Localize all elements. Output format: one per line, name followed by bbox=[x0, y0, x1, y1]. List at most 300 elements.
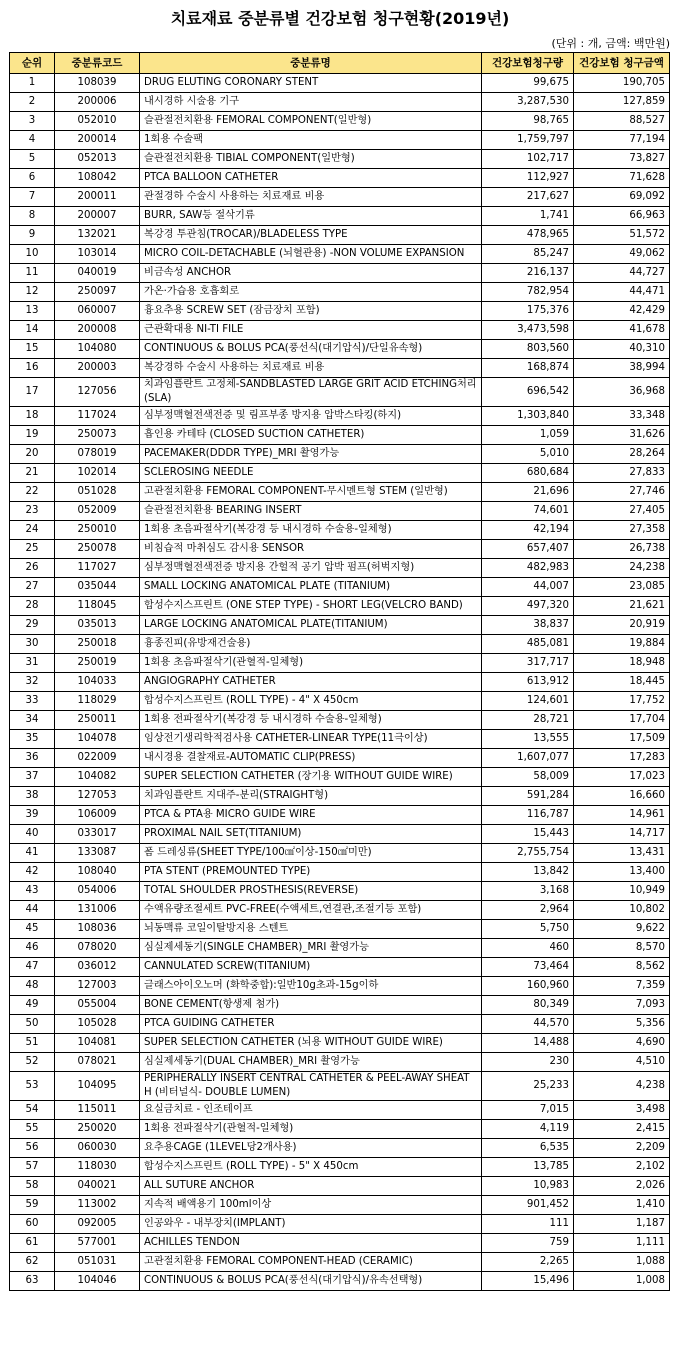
table-row bbox=[10, 939, 670, 958]
table-row bbox=[10, 578, 670, 597]
amount-cell: 38,994 bbox=[574, 359, 670, 378]
amount-cell: 19,884 bbox=[574, 635, 670, 654]
code-cell: 040019 bbox=[55, 264, 140, 283]
rank-cell: 27 bbox=[10, 578, 55, 597]
quantity-cell: 1,303,840 bbox=[482, 407, 574, 426]
name-cell: 심부정맥혈전색전증 및 림프부종 방지용 압박스타킹(하지) bbox=[140, 407, 482, 426]
code-cell: 200006 bbox=[55, 93, 140, 112]
name-cell: PTA STENT (PREMOUNTED TYPE) bbox=[140, 863, 482, 882]
code-cell: 118030 bbox=[55, 1158, 140, 1177]
name-cell: CONTINUOUS & BOLUS PCA(풍선식(대기압식)/단일유속형) bbox=[140, 340, 482, 359]
amount-cell: 10,949 bbox=[574, 882, 670, 901]
quantity-cell: 13,842 bbox=[482, 863, 574, 882]
name-cell: 고관절치환용 FEMORAL COMPONENT-HEAD (CERAMIC) bbox=[140, 1253, 482, 1272]
code-cell: 108042 bbox=[55, 169, 140, 188]
name-cell: 1회용 수술팩 bbox=[140, 131, 482, 150]
code-cell: 117027 bbox=[55, 559, 140, 578]
name-cell: 지속적 배액용기 100ml이상 bbox=[140, 1196, 482, 1215]
quantity-cell: 175,376 bbox=[482, 302, 574, 321]
table-row bbox=[10, 635, 670, 654]
code-cell: 577001 bbox=[55, 1234, 140, 1253]
name-cell: SMALL LOCKING ANATOMICAL PLATE (TITANIUM) bbox=[140, 578, 482, 597]
code-cell: 105028 bbox=[55, 1015, 140, 1034]
name-cell: 심실제세동기(SINGLE CHAMBER)_MRI 촬영가능 bbox=[140, 939, 482, 958]
table-row bbox=[10, 673, 670, 692]
quantity-cell: 73,464 bbox=[482, 958, 574, 977]
amount-cell: 4,690 bbox=[574, 1034, 670, 1053]
rank-cell: 49 bbox=[10, 996, 55, 1015]
quantity-cell: 5,010 bbox=[482, 445, 574, 464]
name-cell: 합성수지스프린트 (ROLL TYPE) - 5" X 450cm bbox=[140, 1158, 482, 1177]
quantity-cell: 696,542 bbox=[482, 378, 574, 407]
name-cell: 치과임플란트 고정체-SANDBLASTED LARGE GRIT ACID ETCHING처리(SLA) bbox=[140, 378, 482, 407]
quantity-cell: 782,954 bbox=[482, 283, 574, 302]
table-row bbox=[10, 1101, 670, 1120]
code-cell: 104033 bbox=[55, 673, 140, 692]
table-body bbox=[10, 74, 670, 1291]
rank-cell: 36 bbox=[10, 749, 55, 768]
name-cell: 슬관절전치환용 FEMORAL COMPONENT(일반형) bbox=[140, 112, 482, 131]
table-row bbox=[10, 825, 670, 844]
rank-cell: 56 bbox=[10, 1139, 55, 1158]
name-cell: 슬관절전치환용 BEARING INSERT bbox=[140, 502, 482, 521]
quantity-cell: 803,560 bbox=[482, 340, 574, 359]
code-cell: 127053 bbox=[55, 787, 140, 806]
table-row bbox=[10, 93, 670, 112]
code-cell: 108036 bbox=[55, 920, 140, 939]
name-cell: 슬관절전치환용 TIBIAL COMPONENT(일반형) bbox=[140, 150, 482, 169]
table-row bbox=[10, 359, 670, 378]
table-row bbox=[10, 711, 670, 730]
name-cell: MICRO COIL-DETACHABLE (뇌혈관용) -NON VOLUME EXPANSION bbox=[140, 245, 482, 264]
quantity-cell: 1,759,797 bbox=[482, 131, 574, 150]
table-row bbox=[10, 169, 670, 188]
amount-cell: 40,310 bbox=[574, 340, 670, 359]
quantity-cell: 21,696 bbox=[482, 483, 574, 502]
quantity-cell: 6,535 bbox=[482, 1139, 574, 1158]
code-cell: 106009 bbox=[55, 806, 140, 825]
amount-cell: 1,410 bbox=[574, 1196, 670, 1215]
rank-cell: 23 bbox=[10, 502, 55, 521]
code-cell: 104081 bbox=[55, 1034, 140, 1053]
table-row bbox=[10, 768, 670, 787]
quantity-cell: 230 bbox=[482, 1053, 574, 1072]
name-cell: PTCA GUIDING CATHETER bbox=[140, 1015, 482, 1034]
table-row bbox=[10, 283, 670, 302]
table-row bbox=[10, 521, 670, 540]
rank-cell: 2 bbox=[10, 93, 55, 112]
amount-cell: 7,093 bbox=[574, 996, 670, 1015]
name-cell: 비침습적 마취심도 감시용 SENSOR bbox=[140, 540, 482, 559]
name-cell: 내시경용 결찰재료-AUTOMATIC CLIP(PRESS) bbox=[140, 749, 482, 768]
name-cell: ANGIOGRAPHY CATHETER bbox=[140, 673, 482, 692]
table-row bbox=[10, 264, 670, 283]
table-row bbox=[10, 597, 670, 616]
table-row bbox=[10, 977, 670, 996]
name-cell: 요추용CAGE (1LEVEL당2개사용) bbox=[140, 1139, 482, 1158]
amount-cell: 42,429 bbox=[574, 302, 670, 321]
quantity-cell: 111 bbox=[482, 1215, 574, 1234]
quantity-cell: 680,684 bbox=[482, 464, 574, 483]
code-cell: 022009 bbox=[55, 749, 140, 768]
name-cell: 심부정맥혈전색전증 방지용 간헐적 공기 압박 펌프(허벅지형) bbox=[140, 559, 482, 578]
code-cell: 104078 bbox=[55, 730, 140, 749]
table-row bbox=[10, 692, 670, 711]
name-cell: 관절경하 수술시 사용하는 치료재료 비용 bbox=[140, 188, 482, 207]
table-row bbox=[10, 996, 670, 1015]
quantity-cell: 478,965 bbox=[482, 226, 574, 245]
name-cell: PERIPHERALLY INSERT CENTRAL CATHETER & PEEL-AWAY SHEATH (비터널식- DOUBLE LUMEN) bbox=[140, 1072, 482, 1101]
amount-cell: 27,405 bbox=[574, 502, 670, 521]
table-row bbox=[10, 540, 670, 559]
code-cell: 052009 bbox=[55, 502, 140, 521]
name-cell: CANNULATED SCREW(TITANIUM) bbox=[140, 958, 482, 977]
amount-cell: 88,527 bbox=[574, 112, 670, 131]
name-cell: TOTAL SHOULDER PROSTHESIS(REVERSE) bbox=[140, 882, 482, 901]
rank-cell: 34 bbox=[10, 711, 55, 730]
table-row bbox=[10, 920, 670, 939]
quantity-cell: 657,407 bbox=[482, 540, 574, 559]
quantity-cell: 14,488 bbox=[482, 1034, 574, 1053]
quantity-cell: 3,287,530 bbox=[482, 93, 574, 112]
table-row bbox=[10, 112, 670, 131]
rank-cell: 42 bbox=[10, 863, 55, 882]
table-row bbox=[10, 616, 670, 635]
code-cell: 250020 bbox=[55, 1120, 140, 1139]
quantity-cell: 38,837 bbox=[482, 616, 574, 635]
header-amount: 건강보험 청구금액 bbox=[574, 53, 670, 74]
code-cell: 033017 bbox=[55, 825, 140, 844]
table-row bbox=[10, 502, 670, 521]
code-cell: 250011 bbox=[55, 711, 140, 730]
code-cell: 118045 bbox=[55, 597, 140, 616]
amount-cell: 24,238 bbox=[574, 559, 670, 578]
table-row bbox=[10, 1234, 670, 1253]
quantity-cell: 216,137 bbox=[482, 264, 574, 283]
table-row bbox=[10, 1072, 670, 1101]
rank-cell: 8 bbox=[10, 207, 55, 226]
amount-cell: 13,431 bbox=[574, 844, 670, 863]
quantity-cell: 116,787 bbox=[482, 806, 574, 825]
rank-cell: 53 bbox=[10, 1072, 55, 1101]
rank-cell: 58 bbox=[10, 1177, 55, 1196]
quantity-cell: 3,168 bbox=[482, 882, 574, 901]
table-row bbox=[10, 445, 670, 464]
table-row bbox=[10, 1177, 670, 1196]
name-cell: 인공와우 - 내부장치(IMPLANT) bbox=[140, 1215, 482, 1234]
amount-cell: 13,400 bbox=[574, 863, 670, 882]
name-cell: SCLEROSING NEEDLE bbox=[140, 464, 482, 483]
amount-cell: 4,238 bbox=[574, 1072, 670, 1101]
code-cell: 200011 bbox=[55, 188, 140, 207]
quantity-cell: 485,081 bbox=[482, 635, 574, 654]
table-row bbox=[10, 426, 670, 445]
amount-cell: 1,008 bbox=[574, 1272, 670, 1291]
rank-cell: 14 bbox=[10, 321, 55, 340]
name-cell: 비금속성 ANCHOR bbox=[140, 264, 482, 283]
name-cell: CONTINUOUS & BOLUS PCA(풍선식(대기압식)/유속선택형) bbox=[140, 1272, 482, 1291]
rank-cell: 46 bbox=[10, 939, 55, 958]
amount-cell: 27,358 bbox=[574, 521, 670, 540]
code-cell: 200014 bbox=[55, 131, 140, 150]
rank-cell: 21 bbox=[10, 464, 55, 483]
rank-cell: 1 bbox=[10, 74, 55, 93]
amount-cell: 27,746 bbox=[574, 483, 670, 502]
name-cell: 흉요추용 SCREW SET (잠금장치 포함) bbox=[140, 302, 482, 321]
table-row bbox=[10, 654, 670, 673]
amount-cell: 27,833 bbox=[574, 464, 670, 483]
header-rank: 순위 bbox=[10, 53, 55, 74]
code-cell: 250018 bbox=[55, 635, 140, 654]
quantity-cell: 497,320 bbox=[482, 597, 574, 616]
table-row bbox=[10, 844, 670, 863]
amount-cell: 9,622 bbox=[574, 920, 670, 939]
quantity-cell: 1,059 bbox=[482, 426, 574, 445]
code-cell: 115011 bbox=[55, 1101, 140, 1120]
quantity-cell: 102,717 bbox=[482, 150, 574, 169]
name-cell: BURR, SAW등 절삭기류 bbox=[140, 207, 482, 226]
amount-cell: 20,919 bbox=[574, 616, 670, 635]
table-row bbox=[10, 378, 670, 407]
quantity-cell: 3,473,598 bbox=[482, 321, 574, 340]
amount-cell: 190,705 bbox=[574, 74, 670, 93]
name-cell: 고관절치환용 FEMORAL COMPONENT-무시멘트형 STEM (일반형) bbox=[140, 483, 482, 502]
amount-cell: 127,859 bbox=[574, 93, 670, 112]
quantity-cell: 2,265 bbox=[482, 1253, 574, 1272]
code-cell: 035044 bbox=[55, 578, 140, 597]
quantity-cell: 168,874 bbox=[482, 359, 574, 378]
code-cell: 250073 bbox=[55, 426, 140, 445]
code-cell: 060007 bbox=[55, 302, 140, 321]
name-cell: 글래스아이오노머 (화학중합):일반10g초과-15g이하 bbox=[140, 977, 482, 996]
name-cell: 흡인용 카테타 (CLOSED SUCTION CATHETER) bbox=[140, 426, 482, 445]
rank-cell: 31 bbox=[10, 654, 55, 673]
quantity-cell: 317,717 bbox=[482, 654, 574, 673]
amount-cell: 36,968 bbox=[574, 378, 670, 407]
name-cell: 근관확대용 NI-TI FILE bbox=[140, 321, 482, 340]
amount-cell: 17,704 bbox=[574, 711, 670, 730]
table-row bbox=[10, 245, 670, 264]
amount-cell: 1,111 bbox=[574, 1234, 670, 1253]
name-cell: DRUG ELUTING CORONARY STENT bbox=[140, 74, 482, 93]
amount-cell: 41,678 bbox=[574, 321, 670, 340]
amount-cell: 71,628 bbox=[574, 169, 670, 188]
quantity-cell: 15,496 bbox=[482, 1272, 574, 1291]
table-row bbox=[10, 226, 670, 245]
amount-cell: 18,445 bbox=[574, 673, 670, 692]
table-row bbox=[10, 1272, 670, 1291]
rank-cell: 52 bbox=[10, 1053, 55, 1072]
rank-cell: 51 bbox=[10, 1034, 55, 1053]
code-cell: 131006 bbox=[55, 901, 140, 920]
rank-cell: 6 bbox=[10, 169, 55, 188]
code-cell: 250019 bbox=[55, 654, 140, 673]
amount-cell: 1,187 bbox=[574, 1215, 670, 1234]
claims-table bbox=[9, 52, 670, 1291]
quantity-cell: 44,570 bbox=[482, 1015, 574, 1034]
code-cell: 055004 bbox=[55, 996, 140, 1015]
rank-cell: 10 bbox=[10, 245, 55, 264]
table-row bbox=[10, 302, 670, 321]
table-row bbox=[10, 730, 670, 749]
rank-cell: 18 bbox=[10, 407, 55, 426]
table-row bbox=[10, 806, 670, 825]
code-cell: 104046 bbox=[55, 1272, 140, 1291]
rank-cell: 43 bbox=[10, 882, 55, 901]
name-cell: 내시경하 시술용 기구 bbox=[140, 93, 482, 112]
amount-cell: 77,194 bbox=[574, 131, 670, 150]
quantity-cell: 7,015 bbox=[482, 1101, 574, 1120]
amount-cell: 2,415 bbox=[574, 1120, 670, 1139]
name-cell: PTCA BALLOON CATHETER bbox=[140, 169, 482, 188]
table-row bbox=[10, 901, 670, 920]
table-row bbox=[10, 1158, 670, 1177]
rank-cell: 3 bbox=[10, 112, 55, 131]
table-row bbox=[10, 131, 670, 150]
code-cell: 051031 bbox=[55, 1253, 140, 1272]
table-row bbox=[10, 321, 670, 340]
rank-cell: 35 bbox=[10, 730, 55, 749]
header-quantity: 건강보험청구량 bbox=[482, 53, 574, 74]
rank-cell: 4 bbox=[10, 131, 55, 150]
amount-cell: 49,062 bbox=[574, 245, 670, 264]
rank-cell: 45 bbox=[10, 920, 55, 939]
code-cell: 052013 bbox=[55, 150, 140, 169]
code-cell: 113002 bbox=[55, 1196, 140, 1215]
quantity-cell: 25,233 bbox=[482, 1072, 574, 1101]
code-cell: 052010 bbox=[55, 112, 140, 131]
amount-cell: 5,356 bbox=[574, 1015, 670, 1034]
quantity-cell: 99,675 bbox=[482, 74, 574, 93]
amount-cell: 14,717 bbox=[574, 825, 670, 844]
quantity-cell: 13,785 bbox=[482, 1158, 574, 1177]
table-row bbox=[10, 483, 670, 502]
rank-cell: 62 bbox=[10, 1253, 55, 1272]
code-cell: 117024 bbox=[55, 407, 140, 426]
quantity-cell: 5,750 bbox=[482, 920, 574, 939]
code-cell: 054006 bbox=[55, 882, 140, 901]
rank-cell: 26 bbox=[10, 559, 55, 578]
name-cell: 흉종진피(유방재건술용) bbox=[140, 635, 482, 654]
amount-cell: 31,626 bbox=[574, 426, 670, 445]
amount-cell: 1,088 bbox=[574, 1253, 670, 1272]
amount-cell: 10,802 bbox=[574, 901, 670, 920]
amount-cell: 17,509 bbox=[574, 730, 670, 749]
quantity-cell: 460 bbox=[482, 939, 574, 958]
amount-cell: 3,498 bbox=[574, 1101, 670, 1120]
table-row bbox=[10, 749, 670, 768]
code-cell: 127003 bbox=[55, 977, 140, 996]
table-row bbox=[10, 74, 670, 93]
quantity-cell: 58,009 bbox=[482, 768, 574, 787]
name-cell: 1회용 초음파절삭기(관혈적-일체형) bbox=[140, 654, 482, 673]
rank-cell: 16 bbox=[10, 359, 55, 378]
name-cell: 요실금치료 - 인조테이프 bbox=[140, 1101, 482, 1120]
name-cell: 복강경하 수술시 사용하는 치료재료 비용 bbox=[140, 359, 482, 378]
quantity-cell: 28,721 bbox=[482, 711, 574, 730]
name-cell: 임상전기생리학적검사용 CATHETER-LINEAR TYPE(11극이상) bbox=[140, 730, 482, 749]
code-cell: 104082 bbox=[55, 768, 140, 787]
code-cell: 200003 bbox=[55, 359, 140, 378]
name-cell: LARGE LOCKING ANATOMICAL PLATE(TITANIUM) bbox=[140, 616, 482, 635]
code-cell: 127056 bbox=[55, 378, 140, 407]
rank-cell: 20 bbox=[10, 445, 55, 464]
header-code: 중분류코드 bbox=[55, 53, 140, 74]
code-cell: 133087 bbox=[55, 844, 140, 863]
quantity-cell: 10,983 bbox=[482, 1177, 574, 1196]
name-cell: 수액유량조절세트 PVC-FREE(수액세트,연결관,조절기등 포함) bbox=[140, 901, 482, 920]
rank-cell: 15 bbox=[10, 340, 55, 359]
name-cell: 합성수지스프린트 (ONE STEP TYPE) - SHORT LEG(VELCRO BAND) bbox=[140, 597, 482, 616]
rank-cell: 48 bbox=[10, 977, 55, 996]
name-cell: ALL SUTURE ANCHOR bbox=[140, 1177, 482, 1196]
rank-cell: 9 bbox=[10, 226, 55, 245]
rank-cell: 41 bbox=[10, 844, 55, 863]
unit-note: (단위 : 개, 금액: 백만원) bbox=[551, 37, 670, 50]
code-cell: 250078 bbox=[55, 540, 140, 559]
rank-cell: 13 bbox=[10, 302, 55, 321]
code-cell: 103014 bbox=[55, 245, 140, 264]
rank-cell: 19 bbox=[10, 426, 55, 445]
rank-cell: 37 bbox=[10, 768, 55, 787]
code-cell: 036012 bbox=[55, 958, 140, 977]
name-cell: PACEMAKER(DDDR TYPE)_MRI 촬영가능 bbox=[140, 445, 482, 464]
quantity-cell: 98,765 bbox=[482, 112, 574, 131]
quantity-cell: 85,247 bbox=[482, 245, 574, 264]
quantity-cell: 759 bbox=[482, 1234, 574, 1253]
quantity-cell: 901,452 bbox=[482, 1196, 574, 1215]
amount-cell: 8,562 bbox=[574, 958, 670, 977]
rank-cell: 59 bbox=[10, 1196, 55, 1215]
table-header-row bbox=[10, 53, 670, 74]
code-cell: 092005 bbox=[55, 1215, 140, 1234]
code-cell: 078021 bbox=[55, 1053, 140, 1072]
rank-cell: 60 bbox=[10, 1215, 55, 1234]
name-cell: ACHILLES TENDON bbox=[140, 1234, 482, 1253]
rank-cell: 11 bbox=[10, 264, 55, 283]
quantity-cell: 112,927 bbox=[482, 169, 574, 188]
table-row bbox=[10, 150, 670, 169]
code-cell: 078019 bbox=[55, 445, 140, 464]
amount-cell: 18,948 bbox=[574, 654, 670, 673]
amount-cell: 4,510 bbox=[574, 1053, 670, 1072]
name-cell: 1회용 전파절삭기(복강경 등 내시경하 수술용-일체형) bbox=[140, 711, 482, 730]
code-cell: 118029 bbox=[55, 692, 140, 711]
code-cell: 051028 bbox=[55, 483, 140, 502]
amount-cell: 17,752 bbox=[574, 692, 670, 711]
amount-cell: 23,085 bbox=[574, 578, 670, 597]
name-cell: PROXIMAL NAIL SET(TITANIUM) bbox=[140, 825, 482, 844]
rank-cell: 25 bbox=[10, 540, 55, 559]
amount-cell: 73,827 bbox=[574, 150, 670, 169]
amount-cell: 2,209 bbox=[574, 1139, 670, 1158]
amount-cell: 2,026 bbox=[574, 1177, 670, 1196]
quantity-cell: 1,607,077 bbox=[482, 749, 574, 768]
table-row bbox=[10, 787, 670, 806]
page-title: 치료재료 중분류별 건강보험 청구현황(2019년) bbox=[170, 9, 510, 28]
quantity-cell: 160,960 bbox=[482, 977, 574, 996]
amount-cell: 26,738 bbox=[574, 540, 670, 559]
name-cell: SUPER SELECTION CATHETER (장기용 WITHOUT GUIDE WIRE) bbox=[140, 768, 482, 787]
quantity-cell: 74,601 bbox=[482, 502, 574, 521]
rank-cell: 22 bbox=[10, 483, 55, 502]
amount-cell: 51,572 bbox=[574, 226, 670, 245]
rank-cell: 63 bbox=[10, 1272, 55, 1291]
rank-cell: 47 bbox=[10, 958, 55, 977]
table-row bbox=[10, 1196, 670, 1215]
quantity-cell: 482,983 bbox=[482, 559, 574, 578]
name-cell: 심실제세동기(DUAL CHAMBER)_MRI 촬영가능 bbox=[140, 1053, 482, 1072]
